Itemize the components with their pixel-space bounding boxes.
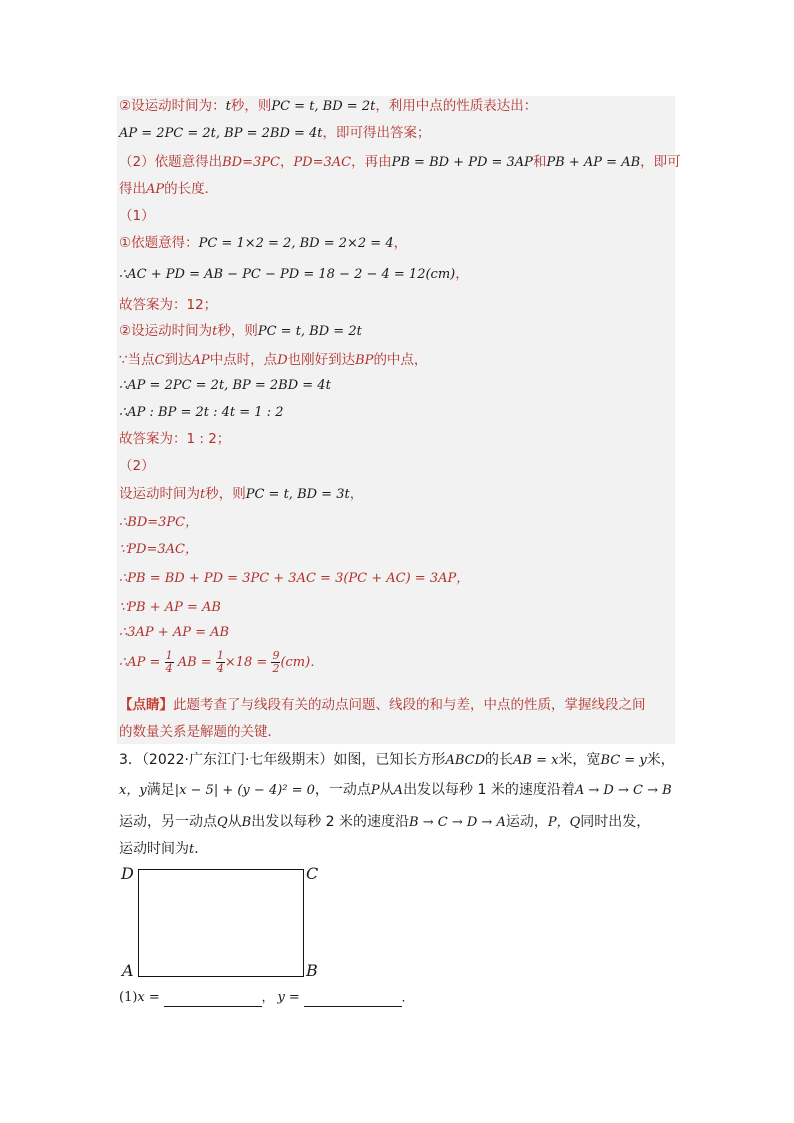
solution-line [119, 650, 323, 675]
math: AP [146, 182, 165, 197]
text: ． [401, 990, 414, 1004]
text: 此题考查了与线段有关的动点问题、线段的和与差，中点的性质，掌握线段之间 [173, 697, 646, 713]
math: PD=3AC [293, 155, 352, 170]
text: (1) [119, 990, 138, 1005]
math: P，Q [547, 815, 581, 830]
math: t [200, 487, 206, 502]
math: BP [355, 353, 374, 368]
text: 运动， [505, 814, 548, 830]
question-line [119, 840, 208, 859]
vertex-label-d: D [121, 864, 134, 883]
rectangle-abcd [138, 869, 304, 977]
solution-line [119, 351, 427, 370]
text: 3．（2022·广东江门·七年级期末）如图，已知长方形 [119, 752, 446, 768]
math: A [393, 783, 404, 798]
text: （2）依题意得出 [119, 154, 223, 170]
vertex-label-b: B [306, 961, 318, 980]
math: PC = t, BD = 2t [271, 99, 376, 114]
text: ． [194, 841, 209, 857]
solution-line [119, 485, 363, 504]
text: 秒，则 [230, 98, 272, 114]
math: BC = y [600, 753, 647, 768]
math: x，y [119, 783, 147, 798]
text: 的长 [485, 752, 513, 768]
text: ，一动点 [314, 782, 371, 798]
text: ， [261, 990, 274, 1004]
text: ②设运动时间为 [119, 323, 213, 339]
math: AP = 2PC = 2t, BP = 2BD = 4t [119, 126, 323, 141]
text: 得出 [119, 181, 146, 197]
solution-line: ∵PB + AP = AB [119, 600, 221, 615]
math: PC = t, BD = 3t [245, 487, 350, 502]
math: BD=3PC [222, 155, 280, 170]
text: 运动时间为 [119, 841, 189, 857]
solution-line [119, 124, 431, 143]
text: 米，宽 [558, 752, 601, 768]
text: ②设运动时间为： [119, 98, 226, 114]
math: Q [217, 815, 228, 830]
text: ， [279, 154, 294, 170]
answer-blank-x[interactable] [164, 992, 262, 1007]
solution-line [119, 180, 218, 199]
text: 也刚好到达 [287, 352, 356, 368]
text: 的中点， [373, 352, 428, 368]
math: PB = BD + PD = 3AP [391, 155, 533, 170]
math: x = [137, 990, 160, 1005]
text: 满足 [146, 782, 175, 798]
denominator: 4 [165, 662, 173, 675]
text: 和 [532, 154, 547, 170]
solution-line: （2） [119, 458, 155, 474]
solution-line [119, 153, 681, 172]
math: PC = 1×2 = 2, BD = 2×2 = 4 [198, 236, 394, 251]
text: 的长度． [164, 181, 219, 197]
math: D [277, 353, 288, 368]
solution-line: ∴AP = 2PC = 2t, BP = 2BD = 4t [119, 378, 331, 393]
question-line [119, 751, 675, 770]
text: ， [455, 266, 469, 282]
math: t [189, 842, 195, 857]
text: ， [349, 486, 364, 502]
solution-line: ∴BD=3PC， [119, 515, 199, 530]
vertex-label-a: A [122, 961, 134, 980]
math: ∴AC + PD = AB − PC − PD = 18 − 2 − 4 = 12 [119, 267, 426, 282]
denominator: 4 [216, 662, 224, 675]
text: ，即可得出答案； [322, 125, 431, 141]
denominator: 2 [272, 662, 280, 675]
solution-line: ∴PB = BD + PD = 3PC + 3AC = 3(PC + AC) = 3AP， [119, 571, 470, 586]
text: ，即可 [640, 154, 681, 170]
math: ×18 = [224, 655, 268, 670]
solution-line: （1） [119, 208, 155, 224]
math: AB = x [513, 753, 559, 768]
question-line [119, 781, 672, 800]
text: 米， [646, 752, 675, 768]
fraction [165, 650, 174, 675]
math: C [154, 353, 165, 368]
answer-blank-y[interactable] [304, 992, 402, 1007]
math: A → D → C → B [574, 783, 672, 798]
text: 从 [379, 782, 394, 798]
solution-line [119, 265, 469, 284]
text: 运动，另一动点 [119, 814, 217, 830]
math: B → C → D → A [409, 815, 506, 830]
solution-line [119, 322, 362, 341]
text: 中点时，点 [209, 352, 278, 368]
numerator: 1 [165, 649, 173, 662]
vertex-label-c: C [306, 864, 319, 883]
math: (cm)． [280, 655, 324, 670]
text: ， [393, 235, 408, 251]
math: |x − 5| + (y − 4)² = 0 [174, 783, 315, 798]
comment-line [119, 696, 646, 714]
math: t [225, 99, 231, 114]
solution-line: ∴AP : BP = 2t : 4t = 1 : 2 [119, 405, 284, 420]
text: 秒，则 [217, 323, 258, 339]
math: ABCD [445, 753, 485, 768]
numerator: 1 [216, 649, 224, 662]
math: PC = t, BD = 2t [257, 324, 362, 339]
text: 秒，则 [205, 486, 246, 502]
text: 设运动时间为 [119, 486, 200, 502]
math: B [241, 815, 252, 830]
fraction [216, 650, 225, 675]
math: AP [191, 353, 210, 368]
comment-tag: 【点睛】 [119, 697, 173, 713]
math: y = [277, 990, 300, 1005]
solution-line: ∵PD=3AC， [119, 542, 198, 557]
math: t [212, 324, 218, 339]
solution-line [119, 97, 537, 116]
text: 从 [227, 814, 242, 830]
solution-line: 故答案为：12； [119, 297, 218, 313]
question-line [119, 813, 650, 832]
text: 出发以每秒 2 米的速度沿 [251, 814, 410, 830]
numerator: 9 [272, 649, 280, 662]
text: 出发以每秒 1 米的速度沿着 [403, 782, 575, 798]
text: 到达 [164, 352, 192, 368]
comment-line: 的数量关系是解题的关键． [119, 724, 281, 740]
text: ①依题意得： [119, 235, 199, 251]
text: ，利用中点的性质表达出： [375, 98, 538, 114]
math: AB = [177, 655, 212, 670]
solution-line: 故答案为：1 : 2； [119, 431, 231, 447]
math: P [370, 783, 380, 798]
text: 同时出发， [580, 814, 651, 830]
sub-question-1 [119, 988, 414, 1007]
math: (cm) [425, 267, 456, 282]
solution-line [119, 234, 407, 253]
text: ∵当点 [119, 352, 155, 368]
solution-line: ∴3AP + AP = AB [119, 625, 230, 640]
text: ，再由 [351, 154, 392, 170]
math: PB + AP = AB [546, 155, 641, 170]
math: ∴AP = [119, 655, 161, 670]
